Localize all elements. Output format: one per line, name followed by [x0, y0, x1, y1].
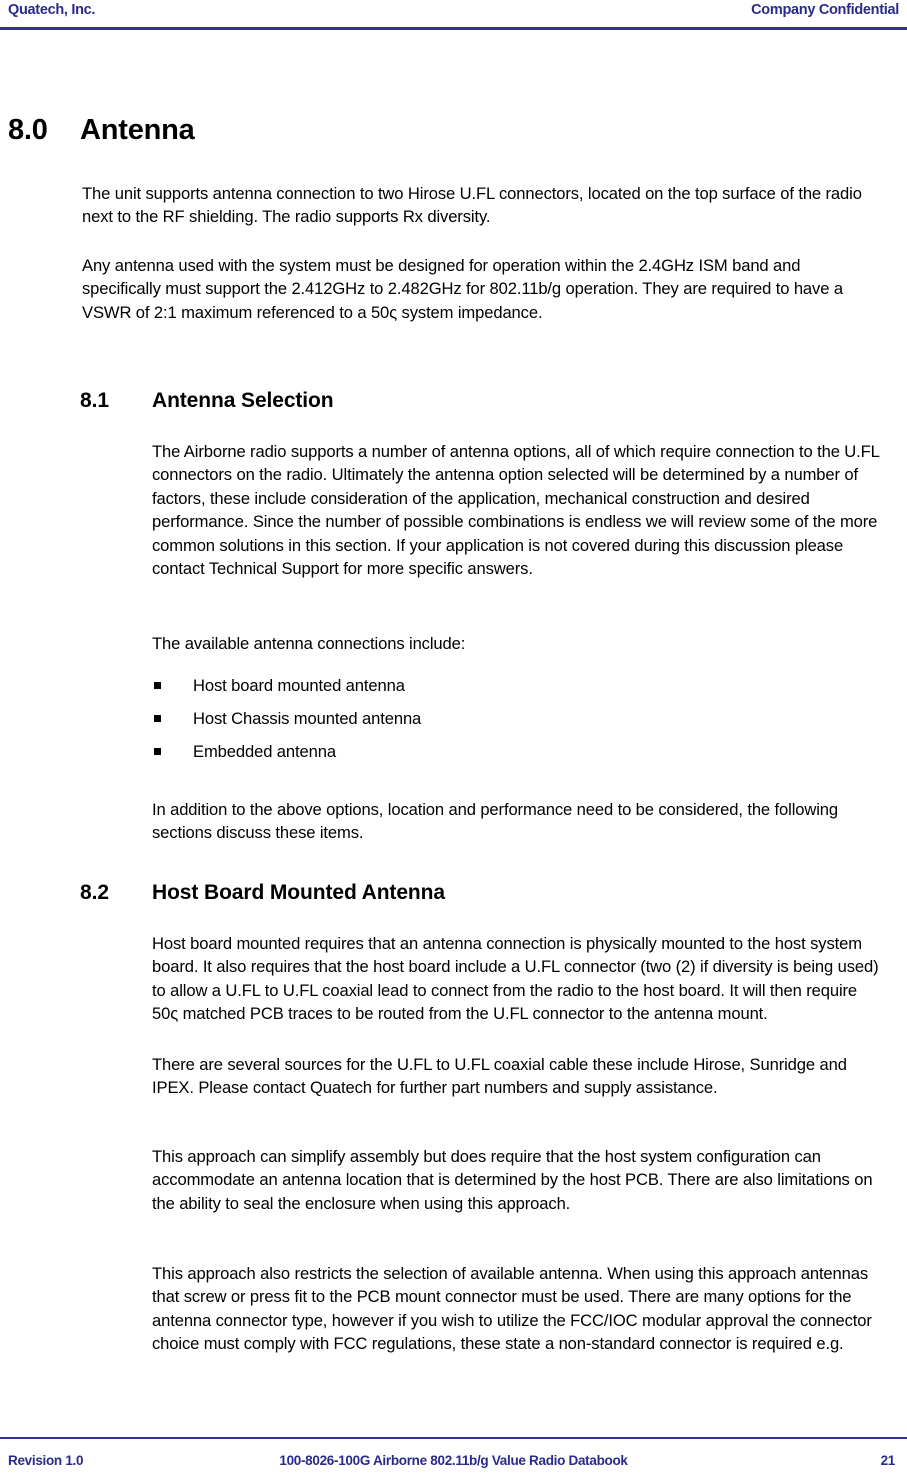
list-item-label: Host Chassis mounted antenna	[193, 709, 422, 728]
paragraph-8-2-2: There are several sources for the U.FL to U.FL coaxial cable these include Hirose, Sunridge and IPEX. Please contact Quatech for further part numbers and supply assistance.	[152, 1055, 847, 1098]
list-item-label: Embedded antenna	[193, 742, 336, 761]
square-bullet-icon	[154, 748, 161, 755]
heading-8-1-text: Antenna Selection	[152, 389, 334, 412]
square-bullet-icon	[154, 682, 161, 689]
section-number: 8.0	[8, 114, 48, 146]
paragraph-8-0-2: Any antenna used with the system must be designed for operation within the 2.4GHz ISM band and specifically must support the 2.412GHz to 2.482GHz for 802.11b/g operation. They are required to have a VSWR of 2:1 maximum referenced to a 50ς system impedance.	[82, 256, 843, 322]
footer-divider	[0, 1437, 907, 1439]
list-item	[152, 674, 882, 707]
paragraph-8-0-1: The unit supports antenna connection to two Hirose U.FL connectors, located on the top surface of the radio next to the RF shielding. The radio supports Rx diversity.	[82, 184, 862, 227]
list-item	[152, 707, 882, 740]
page-footer	[0, 1437, 907, 1483]
heading-8-2-number: 8.2	[80, 881, 109, 904]
paragraph-8-1-1: The Airborne radio supports a number of antenna options, all of which require connection to the U.FL connectors on the radio. Ultimately the antenna option selected will be determined by a number of factors, these include consideration of the application, mechanical construction and desired performance. Since the number of possible combinations is endless we will review some of the more common solutions in this section. If your application is not covered during this discussion please contact Technical Support for more specific answers.	[152, 442, 880, 579]
paragraph-8-1-closing: In addition to the above options, location and performance need to be considered, the following sections discuss these items.	[152, 800, 839, 843]
list-item	[152, 740, 882, 773]
square-bullet-icon	[154, 715, 161, 722]
header-company-name: Quatech, Inc.	[8, 2, 96, 18]
paragraph-8-2-1: Host board mounted requires that an antenna connection is physically mounted to the host system board. It also requires that the host board include a U.FL connector (two (2) if diversity is being used) to allow a U.FL to U.FL coaxial lead to connect from the radio to the host board. It will then require 50ς matched PCB traces to be routed from the U.FL connector to the antenna mount.	[152, 934, 879, 1024]
heading-8-2-text: Host Board Mounted Antenna	[152, 881, 445, 904]
heading-8-1-number: 8.1	[80, 389, 109, 412]
footer-revision: Revision 1.0	[8, 1453, 84, 1468]
header-confidentiality-notice: Company Confidential	[751, 2, 899, 18]
paragraph-8-1-2: The available antenna connections include:	[152, 634, 466, 653]
paragraph-8-2-3: This approach can simplify assembly but does require that the host system configuration can accommodate an antenna location that is determined by the host PCB. There are also limitations on the ability to seal the enclosure when using this approach.	[152, 1147, 873, 1213]
section-title-text: Antenna	[80, 114, 195, 146]
footer-page-number: 21	[880, 1453, 895, 1468]
page-header	[0, 0, 907, 32]
list-item-label: Host board mounted antenna	[193, 676, 405, 695]
header-divider	[0, 27, 907, 30]
antenna-connections-list	[152, 674, 882, 773]
paragraph-8-2-4: This approach also restricts the selection of available antenna. When using this approach antennas that screw or press fit to the PCB mount connector must be used. There are many options for the antenna connector type, however if you wish to utilize the FCC/IOC modular approval the connector choice must comply with FCC regulations, these state a non-standard connector is required e.g.	[152, 1264, 872, 1354]
heading-8-2	[80, 881, 445, 905]
page-title	[8, 114, 195, 147]
heading-8-1	[80, 389, 334, 413]
footer-document-title: 100-8026-100G Airborne 802.11b/g Value Radio Databook	[279, 1453, 628, 1468]
